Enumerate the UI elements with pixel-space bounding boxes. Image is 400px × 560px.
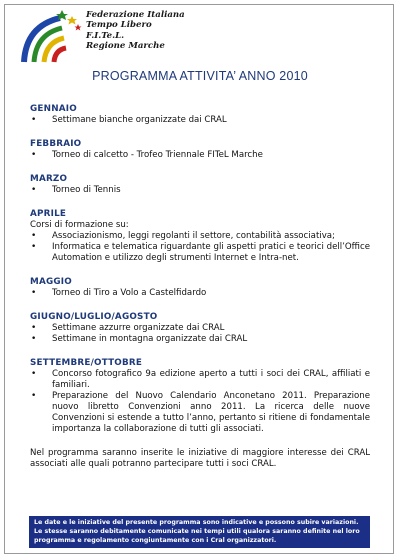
month-heading: MAGGIO <box>30 277 72 287</box>
list-item: • Torneo di Tennis <box>30 185 370 196</box>
month-heading: FEBBRAIO <box>30 139 82 149</box>
list-item: • Torneo di calcetto - Trofeo Triennale FITeL Marche <box>30 150 370 161</box>
section-gennaio <box>30 104 370 126</box>
org-line: Regione Marche <box>86 41 165 52</box>
list-item: • Settimane in montagna organizzate dai CRAL <box>30 334 370 345</box>
section-maggio <box>30 277 370 299</box>
month-heading: MARZO <box>30 174 68 184</box>
list-item: • Associazionismo, leggi regolanti il settore, contabilità associativa; <box>30 231 370 242</box>
month-heading: GENNAIO <box>30 104 77 114</box>
organization-name <box>86 10 185 52</box>
section-febbraio <box>30 139 370 161</box>
list-item: • Settimane azzurre organizzate dai CRAL <box>30 323 370 334</box>
section-settembre-ottobre <box>30 358 370 435</box>
list-item: • Settimane bianche organizzate dai CRAL <box>30 115 370 126</box>
section-giugno-luglio-agosto <box>30 312 370 345</box>
section-intro: Corsi di formazione su: <box>30 220 129 230</box>
month-heading: APRILE <box>30 209 67 219</box>
page-title: PROGRAMMA ATTIVITA’ ANNO 2010 <box>92 69 308 83</box>
org-line: Tempo Libero <box>86 20 152 31</box>
month-heading: GIUGNO/LUGLIO/AGOSTO <box>30 312 158 322</box>
footer-notice: Le date e le iniziative del presente programma sono indicative e possono subire variazioni. Le stesse saranno debitamente comunicate nei tempi utili qualora saranno definite nel loro programma e regolamento congiuntamente con i Cral organizzatori. <box>29 516 370 548</box>
fitel-logo-icon <box>16 8 84 64</box>
closing-paragraph: Nel programma saranno inserite le iniziative di maggiore interesse dei CRAL associati alle quali potranno partecipare tutti i soci CRAL. <box>30 448 370 469</box>
list-item: • Concorso fotografico 9a edizione aperto a tutti i soci dei CRAL, affiliati e familiari. <box>30 369 370 391</box>
list-item: • Preparazione del Nuovo Calendario Anconetano 2011. Preparazione nuovo libretto Convenzioni anno 2011. La ricerca delle nuove Convenzioni si estende a tutto l’anno, pertanto si ritiene di fondamentale importanza la collaborazione di tutti gli associati. <box>30 391 370 435</box>
section-marzo <box>30 174 370 196</box>
program-content <box>30 104 370 470</box>
list-item: • Informatica e telematica riguardante gli aspetti pratici e teorici dell’Office Automation e utilizzo degli strumenti Internet e Intra-net. <box>30 242 370 264</box>
list-item: • Torneo di Tiro a Volo a Castelfidardo <box>30 288 370 299</box>
org-line: F.I.Te.L. <box>86 30 125 41</box>
month-heading: SETTEMBRE/OTTOBRE <box>30 358 143 368</box>
section-aprile <box>30 209 370 264</box>
org-line: Federazione Italiana <box>86 10 185 20</box>
